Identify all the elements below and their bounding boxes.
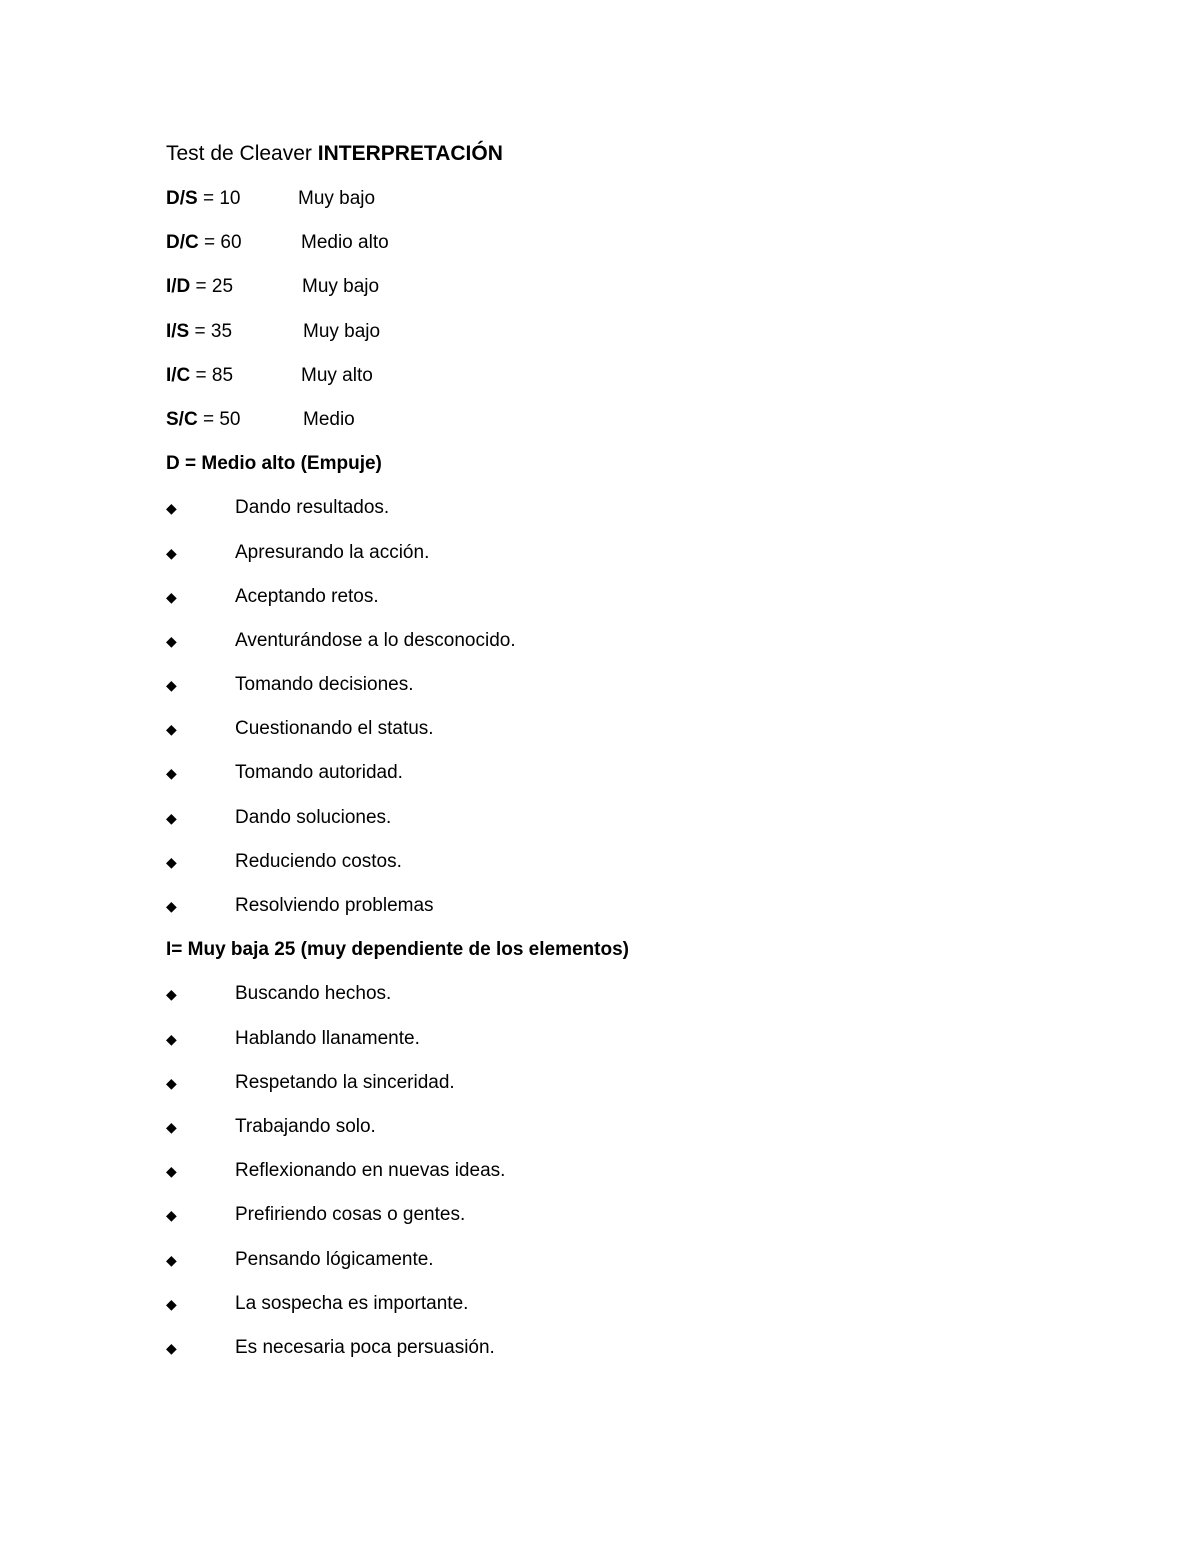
score-level: Muy bajo xyxy=(298,188,376,209)
list-item xyxy=(166,1021,1066,1065)
list-item xyxy=(166,1242,1066,1286)
list-item xyxy=(166,800,1066,844)
bullet-icon: ◆ xyxy=(166,1295,177,1312)
document-content xyxy=(166,136,1066,1374)
score-key: D/S xyxy=(166,188,198,209)
score-key: I/D xyxy=(166,276,191,298)
list-item-text: Prefiriendo cosas o gentes. xyxy=(235,1204,466,1226)
list-item-text: Reflexionando en nuevas ideas. xyxy=(235,1160,506,1182)
list-item-text: Tomando decisiones. xyxy=(235,674,414,696)
list-item xyxy=(166,623,1066,667)
bullet-icon: ◆ xyxy=(166,765,177,782)
bullet-icon: ◆ xyxy=(166,898,177,914)
bullet-icon: ◆ xyxy=(166,588,177,605)
list-item xyxy=(166,535,1066,579)
list-item-text: Pensando lógicamente. xyxy=(235,1248,434,1270)
score-level: Muy bajo xyxy=(302,276,380,298)
list-item-text: Hablando llanamente. xyxy=(235,1027,420,1049)
score-row xyxy=(166,314,1066,358)
bullet-icon: ◆ xyxy=(166,721,177,738)
bullet-icon: ◆ xyxy=(166,1339,177,1356)
score-row xyxy=(166,402,1066,446)
bullet-icon: ◆ xyxy=(166,1118,177,1135)
list-item xyxy=(166,490,1066,534)
list-item xyxy=(166,1197,1066,1241)
section-heading: D = Medio alto (Empuje) xyxy=(166,453,382,475)
score-row xyxy=(166,181,1066,225)
score-level: Medio alto xyxy=(301,232,389,254)
score-level: Medio xyxy=(303,408,355,430)
title-emphasis: INTERPRETACIÓN xyxy=(317,142,503,165)
score-value: = 50 xyxy=(197,408,241,430)
list-item-text: Reduciendo costos. xyxy=(235,850,402,872)
score-row xyxy=(166,269,1066,313)
score-value: = 10 xyxy=(197,188,241,209)
list-item xyxy=(166,1330,1066,1374)
bullet-icon: ◆ xyxy=(166,1251,177,1268)
list-item-text: Respetando la sinceridad. xyxy=(235,1071,455,1093)
bullet-icon: ◆ xyxy=(166,986,177,1003)
title-prefix: Test de Cleaver xyxy=(166,142,318,165)
score-value: = 25 xyxy=(190,276,234,298)
list-item xyxy=(166,1109,1066,1153)
list-item-text: Aceptando retos. xyxy=(235,585,379,607)
list-item-text: Apresurando la acción. xyxy=(235,541,430,563)
list-item xyxy=(166,1153,1066,1197)
bullet-icon: ◆ xyxy=(166,632,177,649)
list-item xyxy=(166,844,1066,888)
list-item xyxy=(166,1065,1066,1109)
bullet-icon: ◆ xyxy=(166,500,177,517)
score-value: = 60 xyxy=(198,232,242,254)
bullet-icon: ◆ xyxy=(166,1074,177,1091)
bullet-icon: ◆ xyxy=(166,809,177,826)
list-item-text: Aventurándose a lo desconocido. xyxy=(235,629,516,651)
bullet-icon: ◆ xyxy=(166,1163,177,1180)
list-item xyxy=(166,755,1066,799)
score-value: = 35 xyxy=(189,320,233,342)
list-item xyxy=(166,711,1066,755)
list-item-text: Dando resultados. xyxy=(235,497,390,519)
score-key: I/C xyxy=(166,364,191,386)
list-item-text: Dando soluciones. xyxy=(235,806,392,828)
score-row xyxy=(166,358,1066,402)
score-key: S/C xyxy=(166,408,198,430)
bullet-icon: ◆ xyxy=(166,677,177,694)
list-item xyxy=(166,579,1066,623)
list-item xyxy=(166,1286,1066,1330)
score-level: Muy bajo xyxy=(303,320,381,342)
list-item-text: Buscando hechos. xyxy=(235,983,392,1005)
section-heading: I= Muy baja 25 (muy dependiente de los elementos) xyxy=(166,939,629,961)
score-level: Muy alto xyxy=(301,364,373,386)
score-value: = 85 xyxy=(190,364,234,386)
document-title xyxy=(166,136,1066,181)
bullet-icon: ◆ xyxy=(166,1207,177,1224)
list-item xyxy=(166,976,1066,1020)
list-item-text: Resolviendo problemas xyxy=(235,895,434,916)
list-item-text: La sospecha es importante. xyxy=(235,1292,469,1314)
score-row xyxy=(166,225,1066,269)
score-key: I/S xyxy=(166,320,190,342)
score-key: D/C xyxy=(166,232,199,254)
bullet-icon: ◆ xyxy=(166,544,177,561)
list-item-text: Tomando autoridad. xyxy=(235,762,403,784)
list-item-text: Es necesaria poca persuasión. xyxy=(235,1336,495,1358)
bullet-icon: ◆ xyxy=(166,1030,177,1047)
list-item xyxy=(166,888,1066,932)
bullet-icon: ◆ xyxy=(166,853,177,870)
list-item xyxy=(166,667,1066,711)
list-item-text: Cuestionando el status. xyxy=(235,718,434,740)
list-item-text: Trabajando solo. xyxy=(235,1115,376,1137)
